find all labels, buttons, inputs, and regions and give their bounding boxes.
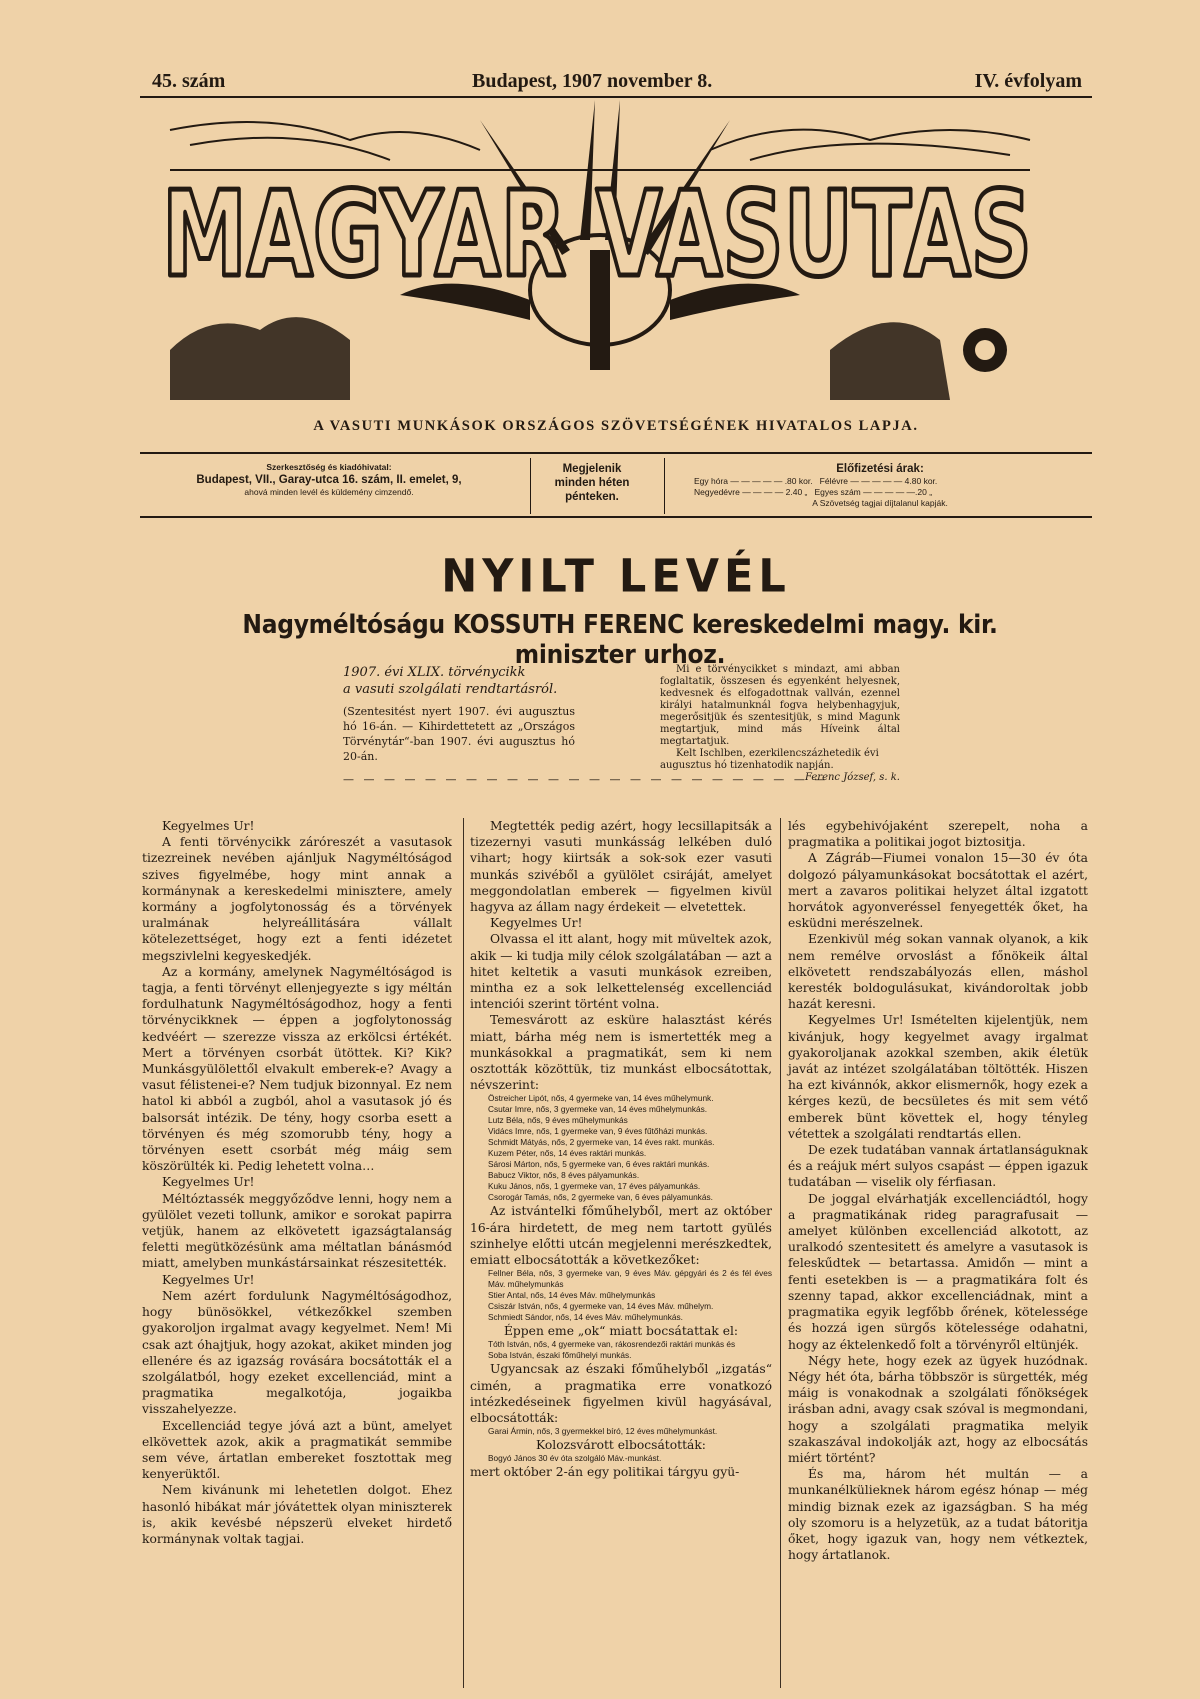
list-item: Fellner Béla, nős, 3 gyermeke van, 9 éves Máv. gépgyári és 2 és fél éves Máv. műhelymunkás bbox=[488, 1268, 772, 1290]
masthead-illustration bbox=[150, 100, 1050, 410]
paragraph: Kegyelmes Ur! bbox=[162, 819, 255, 833]
law-dashes: — — — — — — — — — — — — — — — — — — — — — — — — bbox=[343, 773, 829, 786]
masthead-subtitle: A VASUTI MUNKÁSOK ORSZÁGOS SZÖVETSÉGÉNEK HIVATALOS LAPJA. bbox=[313, 418, 919, 434]
list-item: Stier Antal, nős, 14 éves Máv. műhelymunkás bbox=[488, 1290, 656, 1301]
paragraph: Kegyelmes Ur! bbox=[162, 1272, 255, 1287]
appears-line1: Megjelenik bbox=[562, 463, 622, 475]
issue-header bbox=[140, 70, 1090, 98]
law-title-2: a vasuti szolgálati rendtartásról. bbox=[343, 682, 558, 697]
appears-block bbox=[532, 462, 652, 504]
paragraph: A Zágráb—Fiumei vonalon 15—30 év óta dolgozó pályamunkásokat bocsátottak el azért, mert a zavaros politikai helyzet által izgatott horvátok agyonveréssel fenyegették őket, ha esküdni merészelnek. bbox=[788, 851, 1088, 931]
list-item: Babucz Viktor, nős, 8 éves pályamunkás. bbox=[488, 1170, 640, 1181]
list-item: Garai Ármin, nős, 3 gyermekkel bíró, 12 éves műhelymunkást. bbox=[488, 1426, 718, 1437]
list-item: Csutar Imre, nős, 3 gyermeke van, 14 éves műhelymunkás. bbox=[488, 1104, 708, 1115]
paragraph: Az istvántelki főműhelyből, mert az október 16-ára hirdetett, de meg nem tartott gyülés szinhelye előtti utcán megjelenni merészkedtek, emiatt elbocsátották a következőket: bbox=[470, 1204, 772, 1268]
paragraph: Megtették pedig azért, hogy lecsillapitsák a tizezernyi vasuti munkásság lelkében duló vihart; hogy kiirtsák a sok-sok ezer vasuti munkás szivéből a gyülölet csiráját, amelyet meggondolatlan emberek — figyelmen kivül hagyva az állam nagy érdekeit — elvetettek. bbox=[470, 819, 772, 915]
list-item: Csorogár Tamás, nős, 2 gyermeke van, 6 éves pályamunkás. bbox=[488, 1192, 713, 1203]
column-1 bbox=[142, 818, 452, 1698]
editorial-label: Szerkesztőség és kiadóhivatal: bbox=[266, 462, 392, 472]
paragraph: De ezek tudatában vannak ártatlanságuknak és a reájuk mért sulyos csapást — éppen igazuk tudatában — viselik oly férfiasan. bbox=[788, 1143, 1088, 1190]
prices-label: Előfizetési árak: bbox=[836, 463, 924, 475]
list-item: Lutz Béla, nős, 9 éves műhelymunkás bbox=[488, 1115, 628, 1126]
list-item: Sárosi Márton, nős, 5 gyermeke van, 6 éves raktári munkás. bbox=[488, 1159, 710, 1170]
paragraph: Excellenciád tegye jóvá azt a bünt, amelyet elkövettek azok, akik a pragmatikát semmibe sem véve, ártatlan embereket fosztottak meg kenyerüktől. bbox=[142, 1418, 452, 1482]
info-top-rule bbox=[140, 452, 1092, 454]
paragraph: lés egybehivójaként szerepelt, noha a pragmatika a politikai jogot biztositja. bbox=[788, 819, 1088, 850]
paragraph: Kegyelmes Ur! Ismételten kijelentjük, nem kivánjuk, hogy kegyelmet avagy irgalmat gyakoroljanak azokkal szemben, akik életük javát az intézet szolgálatában töltötték. Hiszen ha ezt kivánnók, akkor elismernők, hogy ezek a kérges kezü, de becsületes és mit sem vétő emberek bünt követtek el, hogy tényleg vétettek a szolgálati rendtartás ellen. bbox=[788, 1013, 1088, 1141]
volume-number: IV. évfolyam bbox=[974, 70, 1082, 92]
list-item: Soba István, északi főműhelyi munkás. bbox=[488, 1350, 632, 1361]
law-date: Kelt Ischlben, ezerkilencszázhetedik évi augusztus hó tizenhatodik napján. bbox=[660, 748, 879, 771]
paragraph: Éppen eme „ok“ miatt bocsátattak el: bbox=[503, 1324, 739, 1339]
prices-note: A Szövetség tagjai díjtalanul kapják. bbox=[812, 498, 948, 508]
list-item: Bogyó János 30 év óta szolgáló Máv.-munkást. bbox=[488, 1453, 662, 1464]
law-signature: Ferenc József, s. k. bbox=[804, 772, 900, 783]
paragraph: Ezenkivül még sokan vannak olyanok, a kik nem remélve orvoslást a főnökeik által elkövetett rendszabályozás ellen, máshol keresték boldogulásukat, kivándoroltak jobb hazát keresni. bbox=[788, 932, 1088, 1012]
paragraph: Kegyelmes Ur! bbox=[162, 1175, 255, 1190]
info-bottom-rule bbox=[140, 516, 1092, 518]
column-divider bbox=[780, 818, 781, 1688]
law-quote: Mi e törvénycikket s mindazt, ami abban foglaltatik, összesen és egyenként helyesnek, kedvesnek és elfogadottnak vallván, ezennel királyi hatalmunknál fogva helybenhagyjuk, megerősitjük és szentesitjük, s mind Magunk megtartjuk, mind más Híveink által megtartatjuk. bbox=[660, 664, 900, 747]
paragraph: És ma, három hét multán — a munkanélkülieknek három egész hónap — még mindig biznak ezek az igazságban. S ha még oly szomoru is a helyzetük, az a tudat bátoritja őket, hogy igazuk van, hogy nem vétkeztek, hogy ártatlanok. bbox=[788, 1467, 1088, 1563]
list-item: Kuku János, nős, 1 gyermeke van, 17 éves pályamunkás. bbox=[488, 1181, 701, 1192]
paragraph: Kolozsvárott elbocsátották: bbox=[536, 1438, 706, 1453]
paragraph: Nem kivánunk mi lehetetlen dolgot. Ehez hasonló hibákat már jóvátettek olyan miniszterek is, akik kevésbé népszerü elveket hirdető kormánynak voltak tagjai. bbox=[142, 1483, 452, 1546]
column-2 bbox=[470, 818, 772, 1698]
list-item: Schmiedt Sándor, nős, 14 éves Máv. műhelymunkás. bbox=[488, 1312, 683, 1323]
editorial-note: ahová minden levél és küldemény cimzendő. bbox=[244, 487, 414, 497]
price-row: Negyedévre — — — — 2.40 „ Egyes szám — — — — —.20 „ bbox=[694, 487, 933, 497]
law-quote-block bbox=[660, 664, 900, 784]
editorial-address: Budapest, VII., Garay-utca 16. szám, II. emelet, 9, bbox=[196, 474, 462, 486]
paragraph: Méltóztassék meggyőződve lenni, hogy nem a gyülölet vezeti tollunk, amikor e sorokat papirra vetjük, hanem az elkövetett igazságtalanság feletti megütközésünk ama méltatlan bánásmód miatt, amelyben munkástársainkat részesitették. bbox=[142, 1191, 452, 1271]
top-rule bbox=[140, 96, 1092, 98]
appears-line2: minden héten bbox=[554, 477, 630, 489]
list-item: Schmidt Mátyás, nős, 2 gyermeke van, 14 éves rakt. munkás. bbox=[488, 1137, 715, 1148]
paragraph: De joggal elvárhatják excellenciádtól, hogy a pragmatikának rideg paragrafusait — amelyet különben excellenciád alkotott, az uralkodó szentesitett és amelyre a vasutasok is feleskűdtek — betartassa. Amidőn — mint a fenti esetekben is — a pragmatikára folt és szenny tapad, akkor excellenciádnak, mint a pragmatika egyik legfőbb őrének, kötelessége és hozzá igen sürgős kötelessége odahatni, hogy az éktelenkedő folt a törvényről eltünjék. bbox=[788, 1191, 1088, 1352]
paragraph: Kegyelmes Ur! bbox=[490, 916, 583, 931]
dateline: Budapest, 1907 november 8. bbox=[472, 70, 713, 92]
editorial-block bbox=[140, 462, 518, 498]
info-divider bbox=[530, 458, 531, 514]
column-divider bbox=[463, 818, 464, 1688]
paragraph: Ugyancsak az északi főműhelyből „izgatás“ cimén, a pragmatika erre vonatkozó intézkedéseinek figyelmen kivül hagyásával, elbocsátották: bbox=[470, 1362, 772, 1426]
issue-number: 45. szám bbox=[152, 70, 226, 92]
appears-line3: pénteken. bbox=[565, 491, 619, 503]
list-item: Csiszár István, nős, 4 gyermeke van, 14 éves Máv. műhelym. bbox=[488, 1301, 714, 1312]
list-item: Östreicher Lipót, nős, 4 gyermeke van, 14 éves műhelymunk. bbox=[488, 1093, 714, 1104]
paragraph: Temesvárott az esküre halasztást kérés miatt, bárha még nem is ismertették meg a munkásokkal a pragmatikát, sem ki nem osztották közöttük, tiz munkást elbocsátottak, névszerint: bbox=[470, 1013, 772, 1093]
price-row: Egy hóra — — — — — .80 kor. Félévre — — — — — 4.80 kor. bbox=[694, 476, 938, 486]
list-item: Tóth István, nős, 4 gyermeke van, rákosrendezői raktári munkás és bbox=[488, 1339, 736, 1350]
law-note: (Szentesitést nyert 1907. évi augusztus hó 16-án. — Kihirdettetett az „Országos Törvénytár“-ban 1907. évi augusztus hó 20-án. bbox=[343, 705, 575, 763]
paragraph: Nem azért fordulunk Nagyméltóságodhoz, hogy bünösökkel, vétkezőkkel szemben gyakoroljon irgalmat avagy kegyelmet. Nem! Mi csak azt óhajtjuk, hogy azokat, akiket minden jog ellenére és az igazság rovására bocsátották el a szolgálatból, hogy ezeket excellenciád, mint a pragmatika megalkotója, jogaikba visszahelyezze. bbox=[142, 1288, 452, 1417]
paragraph: Olvassa el itt alant, hogy mit müveltek azok, akik — ki tudja mily célok szolgálatában — azt a hitet keltetik a vasuti munkások ezreiben, mintha ez a sok lelkettelenség excellenciád intenciói szerint történt volna. bbox=[470, 932, 772, 1012]
paragraph: mert október 2-án egy politikai tárgyu gyü- bbox=[470, 1465, 740, 1480]
masthead-title: MAGYAR VASUTAS bbox=[162, 165, 1032, 303]
list-item: Vidács Imre, nős, 1 gyermeke van, 9 éves fűtőházi munkás. bbox=[488, 1126, 708, 1137]
article-addressee: Nagyméltóságu KOSSUTH FERENC kereskedelmi magy. kir. miniszter urhoz. bbox=[242, 610, 998, 670]
paragraph: Négy hete, hogy ezek az ügyek huzódnak. Négy hét óta, bárha többször is sürgették, még máig is vonakodnak a szolgálati főnökségek irásban adni, avagy csak szóval is megmondani, hogy a szolgálati pragmatika melyik szakaszával indokolják azt, hogy az elbocsátás miért történt? bbox=[788, 1353, 1088, 1465]
info-box bbox=[140, 458, 1092, 516]
law-title-1: 1907. évi XLIX. törvénycikk bbox=[343, 665, 526, 680]
paragraph: Az a kormány, amelynek Nagyméltóságod is tagja, a fenti törvényt ellenjegyezte s igy méltán fordulhatunk Nagyméltóságodhoz, hogy a fenti törvénycikknek — éppen a jogfolytonosság kedvéért — szerezze vissza az erkölcsi értékét. Mert a törvényen csorbát ütöttek. Ki? Kik? Munkásgyülölettől elvakult emberek-e? Avagy a vasut félistenei-e? Nem tudjuk bizonnyal. Ez nem hatol ki abból a zugból, ahol a vasutasok jó és balsorsát intézik. De tény, hogy csorba esett a törvényen és még szomorubb tény, hogy a törvényen esett csorbát még máig sem köszörülték ki. Pedig lehetett volna… bbox=[142, 964, 452, 1174]
prices-block bbox=[670, 462, 1090, 509]
list-item: Kuzem Péter, nős, 14 éves raktári munkás. bbox=[488, 1148, 647, 1159]
paragraph: A fenti törvénycikk záróreszét a vasutasok tizezreinek nevében ajánljuk Nagyméltóságod szives figyelmébe, hogy mint annak a kormánynak a kereskedelmi miniszterе, amely kormány a jogfolytonosság és a törvények uralmának helyreállitására vállalt kötelezettséget, hogy ezt a fenti idézetet megszivlelni kegyeskedjék. bbox=[142, 835, 452, 963]
column-3 bbox=[788, 818, 1088, 1698]
article-title: NYILT LEVÉL bbox=[441, 550, 791, 604]
info-divider bbox=[664, 458, 665, 514]
